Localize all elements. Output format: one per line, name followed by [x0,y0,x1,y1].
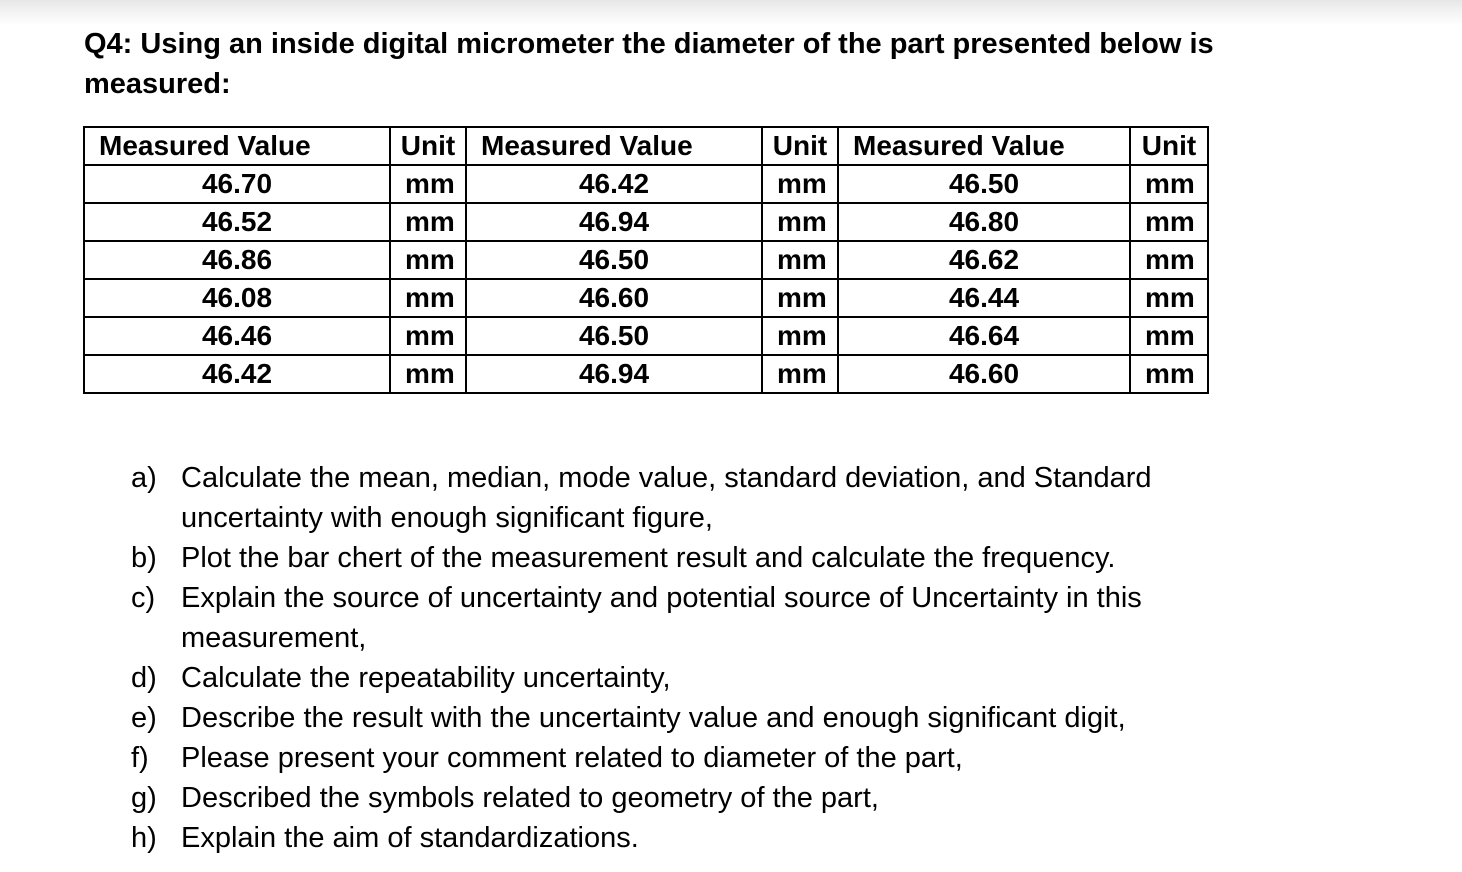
task-marker: f) [131,742,149,774]
unit-cell: mm [390,165,466,203]
measured-value-cell: 46.94 [466,355,762,393]
header-unit: Unit [762,127,838,165]
measured-value-cell: 46.60 [838,355,1130,393]
task-text: Explain the aim of standardizations. [181,822,639,854]
task-item [131,738,1291,778]
measured-value-cell: 46.86 [84,241,390,279]
unit-cell: mm [1130,165,1208,203]
measured-value-cell: 46.60 [466,279,762,317]
unit-cell: mm [1130,317,1208,355]
header-measured-value: Measured Value [838,127,1130,165]
measured-value-cell: 46.62 [838,241,1130,279]
unit-cell: mm [390,279,466,317]
task-text: Plot the bar chert of the measurement result and calculate the frequency. [181,542,1116,574]
measured-value-cell: 46.42 [84,355,390,393]
task-item [131,458,1291,538]
measurement-table [83,126,1209,394]
task-text: Described the symbols related to geometry of the part, [181,782,879,814]
measured-value-cell: 46.64 [838,317,1130,355]
header-measured-value: Measured Value [84,127,390,165]
unit-cell: mm [390,317,466,355]
unit-cell: mm [762,279,838,317]
unit-cell: mm [1130,203,1208,241]
unit-cell: mm [1130,279,1208,317]
unit-cell: mm [762,317,838,355]
measured-value-cell: 46.50 [838,165,1130,203]
task-item [131,818,1291,858]
unit-cell: mm [762,355,838,393]
unit-cell: mm [1130,355,1208,393]
table-row [84,241,1208,279]
header-unit: Unit [390,127,466,165]
table-row [84,317,1208,355]
task-text: Calculate the repeatability uncertainty, [181,662,671,694]
measured-value-cell: 46.52 [84,203,390,241]
unit-cell: mm [1130,241,1208,279]
task-marker: h) [131,822,157,854]
unit-cell: mm [390,203,466,241]
unit-cell: mm [390,355,466,393]
measured-value-cell: 46.46 [84,317,390,355]
table-row [84,355,1208,393]
measured-value-cell: 46.70 [84,165,390,203]
header-unit: Unit [1130,127,1208,165]
measured-value-cell: 46.50 [466,317,762,355]
unit-cell: mm [762,203,838,241]
table-row [84,165,1208,203]
task-item [131,538,1291,578]
page-top-shadow [0,0,1462,26]
task-marker: a) [131,462,157,494]
measured-value-cell: 46.42 [466,165,762,203]
task-marker: d) [131,662,157,694]
header-measured-value: Measured Value [466,127,762,165]
task-item [131,658,1291,698]
measured-value-cell: 46.80 [838,203,1130,241]
table-row [84,203,1208,241]
task-text: Describe the result with the uncertainty value and enough significant digit, [181,702,1126,734]
measured-value-cell: 46.08 [84,279,390,317]
task-marker: e) [131,702,157,734]
measured-value-cell: 46.94 [466,203,762,241]
task-text: Calculate the mean, median, mode value, standard deviation, and Standard uncertainty with enough significant figure, [181,462,1152,534]
task-marker: b) [131,542,157,574]
measured-value-cell: 46.44 [838,279,1130,317]
task-item [131,698,1291,738]
unit-cell: mm [762,165,838,203]
measured-value-cell: 46.50 [466,241,762,279]
question-title: Q4: Using an inside digital micrometer the diameter of the part presented below is measured: [84,28,1214,100]
task-item [131,778,1291,818]
task-item [131,578,1291,658]
unit-cell: mm [390,241,466,279]
task-marker: c) [131,582,156,614]
task-marker: g) [131,782,157,814]
task-list [131,458,1291,858]
table-row [84,279,1208,317]
task-text: Please present your comment related to diameter of the part, [181,742,963,774]
table-header-row [84,127,1208,165]
unit-cell: mm [762,241,838,279]
task-text: Explain the source of uncertainty and potential source of Uncertainty in this measurement, [181,582,1142,654]
